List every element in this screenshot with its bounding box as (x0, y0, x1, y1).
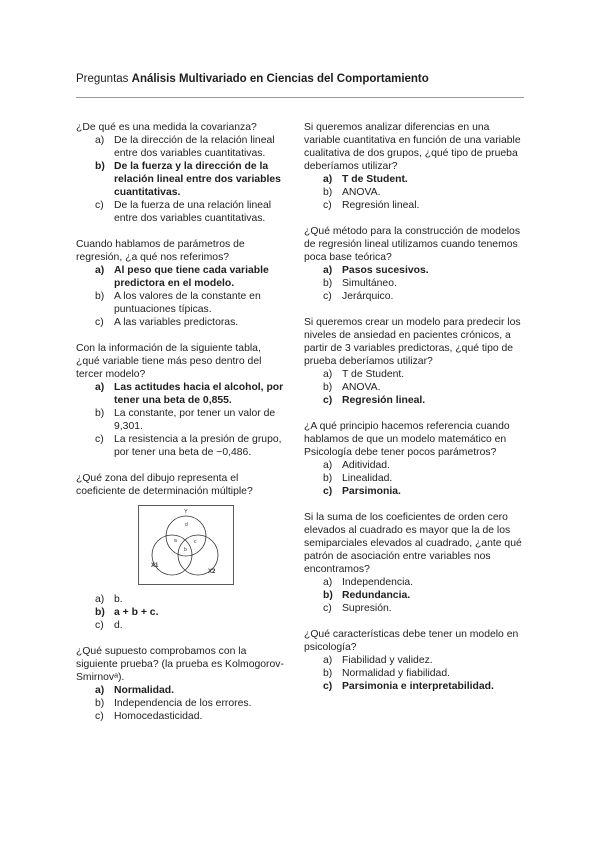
answer-option (76, 290, 286, 316)
option-letter: b) (323, 473, 333, 484)
answer-option-correct (304, 264, 526, 277)
option-text: Regresión lineal. (342, 200, 420, 211)
answer-option-correct (304, 680, 526, 693)
option-text: Fiabilidad y validez. (342, 655, 433, 666)
option-text: Aditividad. (342, 460, 390, 471)
answer-options (76, 593, 286, 632)
question-text: ¿Qué supuesto comprobamos con la siguiente prueba? (la prueba es Kolmogorov-Smirnovᵃ). (76, 646, 284, 683)
option-text: Simultáneo. (342, 278, 397, 289)
question-text: ¿Qué características debe tener un modelo en psicología? (304, 629, 519, 653)
option-letter: a) (323, 369, 333, 380)
option-letter: c) (323, 291, 332, 302)
option-text: De la fuerza de una relación lineal entre dos variables cuantitativas. (114, 200, 272, 224)
option-text: a + b + c. (114, 607, 159, 618)
answer-option (304, 654, 526, 667)
answer-option-correct (76, 160, 286, 199)
answer-option-correct (76, 381, 286, 407)
answer-option (76, 593, 286, 606)
answer-options (76, 134, 286, 225)
option-letter: b) (95, 408, 105, 419)
option-letter: c) (323, 200, 332, 211)
answer-option (304, 459, 526, 472)
option-letter: c) (95, 711, 104, 722)
answer-options (304, 264, 526, 303)
left-column (76, 121, 286, 736)
answer-option (304, 381, 526, 394)
option-text: De la dirección de la relación lineal entre dos variables cuantitativas. (114, 135, 275, 159)
option-letter: a) (95, 382, 105, 393)
question-text: ¿Qué método para la construcción de modelos de regresión lineal utilizamos cuando tenemos poca base teórica? (304, 226, 521, 263)
header-prefix: Preguntas (76, 73, 129, 85)
question-text: Si queremos analizar diferencias en una variable cuantitativa en función de una variable cualitativa de dos grupos, ¿qué tipo de prueba deberíamos utilizar? (304, 122, 521, 172)
option-text: De la fuerza y la dirección de la relación lineal entre dos variables cuantitativas. (114, 161, 281, 198)
option-letter: b) (323, 382, 333, 393)
answer-option (76, 407, 286, 433)
label-b: b (184, 547, 187, 553)
answer-option (76, 433, 286, 459)
option-text: Homocedasticidad. (114, 711, 203, 722)
question-text: Cuando hablamos de parámetros de regresión, ¿a qué nos referimos? (76, 239, 245, 263)
question-text: ¿De qué es una medida la covarianza? (76, 122, 257, 133)
option-letter: a) (323, 655, 333, 666)
question-text: ¿Qué zona del dibujo representa el coeficiente de determinación múltiple? (76, 473, 253, 497)
header-title: Análisis Multivariado en Ciencias del Comportamiento (131, 73, 429, 85)
answer-options (304, 459, 526, 498)
option-letter: a) (323, 460, 333, 471)
answer-option-correct (304, 394, 526, 407)
option-letter: a) (95, 135, 105, 146)
option-letter: c) (95, 434, 104, 445)
option-letter: c) (323, 395, 333, 406)
option-text: Regresión lineal. (342, 395, 426, 406)
option-text: La constante, por tener un valor de 9,301. (114, 408, 276, 432)
venn-svg (138, 505, 234, 585)
answer-option-correct (76, 606, 286, 619)
question-text: ¿A qué principio hacemos referencia cuando hablamos de que un modelo matemático en Psicología debe tener pocos parámetros? (304, 421, 510, 458)
option-letter: b) (95, 161, 105, 172)
question-block (76, 342, 286, 459)
option-text: A las variables predictoras. (114, 317, 239, 328)
question-block (76, 121, 286, 225)
answer-option (76, 134, 286, 160)
option-letter: c) (95, 317, 104, 328)
option-text: d. (114, 620, 123, 631)
label-d: d (185, 522, 188, 528)
option-text: Parsimonia e interpretabilidad. (342, 681, 494, 692)
answer-options (76, 264, 286, 329)
option-letter: c) (323, 603, 332, 614)
option-text: ANOVA. (342, 187, 381, 198)
right-column (304, 121, 526, 706)
option-letter: b) (95, 607, 105, 618)
answer-option (304, 602, 526, 615)
answer-options (304, 576, 526, 615)
answer-option (76, 619, 286, 632)
option-letter: b) (323, 668, 333, 679)
option-text: Las actitudes hacia el alcohol, por tener una beta de 0,855. (114, 382, 284, 406)
option-letter: a) (323, 174, 333, 185)
label-x2: X2 (208, 569, 216, 575)
option-text: T de Student. (342, 369, 405, 380)
answer-option-correct (304, 589, 526, 602)
answer-option (304, 667, 526, 680)
question-block (304, 316, 526, 407)
venn-frame (139, 506, 234, 585)
option-text: b. (114, 594, 123, 605)
option-text: Jerárquico. (342, 291, 394, 302)
answer-options (304, 368, 526, 407)
option-text: Linealidad. (342, 473, 393, 484)
answer-option (76, 316, 286, 329)
question-block (304, 511, 526, 615)
answer-option (304, 199, 526, 212)
option-text: Al peso que tiene cada variable predictora en el modelo. (114, 265, 269, 289)
header-divider (76, 97, 524, 98)
option-text: Redundancia. (342, 590, 411, 601)
question-text: Si la suma de los coeficientes de orden cero elevados al cuadrado es mayor que la de los semiparciales elevados al cuadrado, ¿ante qué patrón de asociación entre variables nos encontramos? (304, 512, 522, 575)
option-letter: c) (95, 200, 104, 211)
option-text: Normalidad y fiabilidad. (342, 668, 451, 679)
option-letter: a) (95, 594, 105, 605)
option-text: Independencia de los errores. (114, 698, 252, 709)
question-block (76, 645, 286, 723)
answer-option-correct (76, 264, 286, 290)
option-text: Supresión. (342, 603, 392, 614)
option-text: La resistencia a la presión de grupo, por tener una beta de −0,486. (114, 434, 282, 458)
option-letter: a) (95, 265, 105, 276)
answer-option-correct (304, 173, 526, 186)
option-letter: c) (323, 486, 333, 497)
answer-option-correct (76, 684, 286, 697)
option-letter: b) (95, 291, 105, 302)
question-block (304, 420, 526, 498)
option-letter: a) (323, 577, 333, 588)
option-text: Parsimonia. (342, 486, 401, 497)
option-text: T de Student. (342, 174, 408, 185)
answer-option (304, 368, 526, 381)
question-block (304, 121, 526, 212)
answer-options (304, 654, 526, 693)
option-letter: a) (95, 685, 105, 696)
answer-options (76, 381, 286, 459)
option-letter: c) (323, 681, 333, 692)
label-x1: X1 (151, 563, 159, 569)
answer-option (304, 472, 526, 485)
answer-option (76, 199, 286, 225)
option-text: Independencia. (342, 577, 414, 588)
label-a: a (174, 538, 177, 544)
option-letter: b) (323, 187, 333, 198)
option-letter: b) (323, 590, 333, 601)
option-letter: a) (323, 265, 333, 276)
document-header (76, 73, 429, 85)
label-c: c (194, 539, 197, 545)
option-text: Normalidad. (114, 685, 175, 696)
answer-option (76, 710, 286, 723)
question-text: Con la información de la siguiente tabla, ¿qué variable tiene más peso dentro del tercer modelo? (76, 343, 262, 380)
option-letter: b) (95, 698, 105, 709)
question-text: Si queremos crear un modelo para predecir los niveles de ansiedad en pacientes crónicos, a partir de 3 variables predictoras, ¿qué tipo de prueba deberíamos utilizar? (304, 317, 521, 367)
option-text: Pasos sucesivos. (342, 265, 429, 276)
answer-option (304, 277, 526, 290)
option-text: ANOVA. (342, 382, 381, 393)
question-block (304, 628, 526, 693)
answer-option (76, 697, 286, 710)
answer-option (304, 290, 526, 303)
question-block (304, 225, 526, 303)
answer-option (304, 186, 526, 199)
option-text: A los valores de la constante en puntuaciones típicas. (114, 291, 261, 315)
question-block (76, 472, 286, 632)
venn-diagram (138, 505, 234, 585)
answer-option-correct (304, 485, 526, 498)
question-block (76, 238, 286, 329)
answer-options (76, 684, 286, 723)
circle-x1 (152, 535, 192, 575)
answer-option (304, 576, 526, 589)
label-y: Y (184, 509, 188, 515)
option-letter: c) (95, 620, 104, 631)
option-letter: b) (323, 278, 333, 289)
answer-options (304, 173, 526, 212)
